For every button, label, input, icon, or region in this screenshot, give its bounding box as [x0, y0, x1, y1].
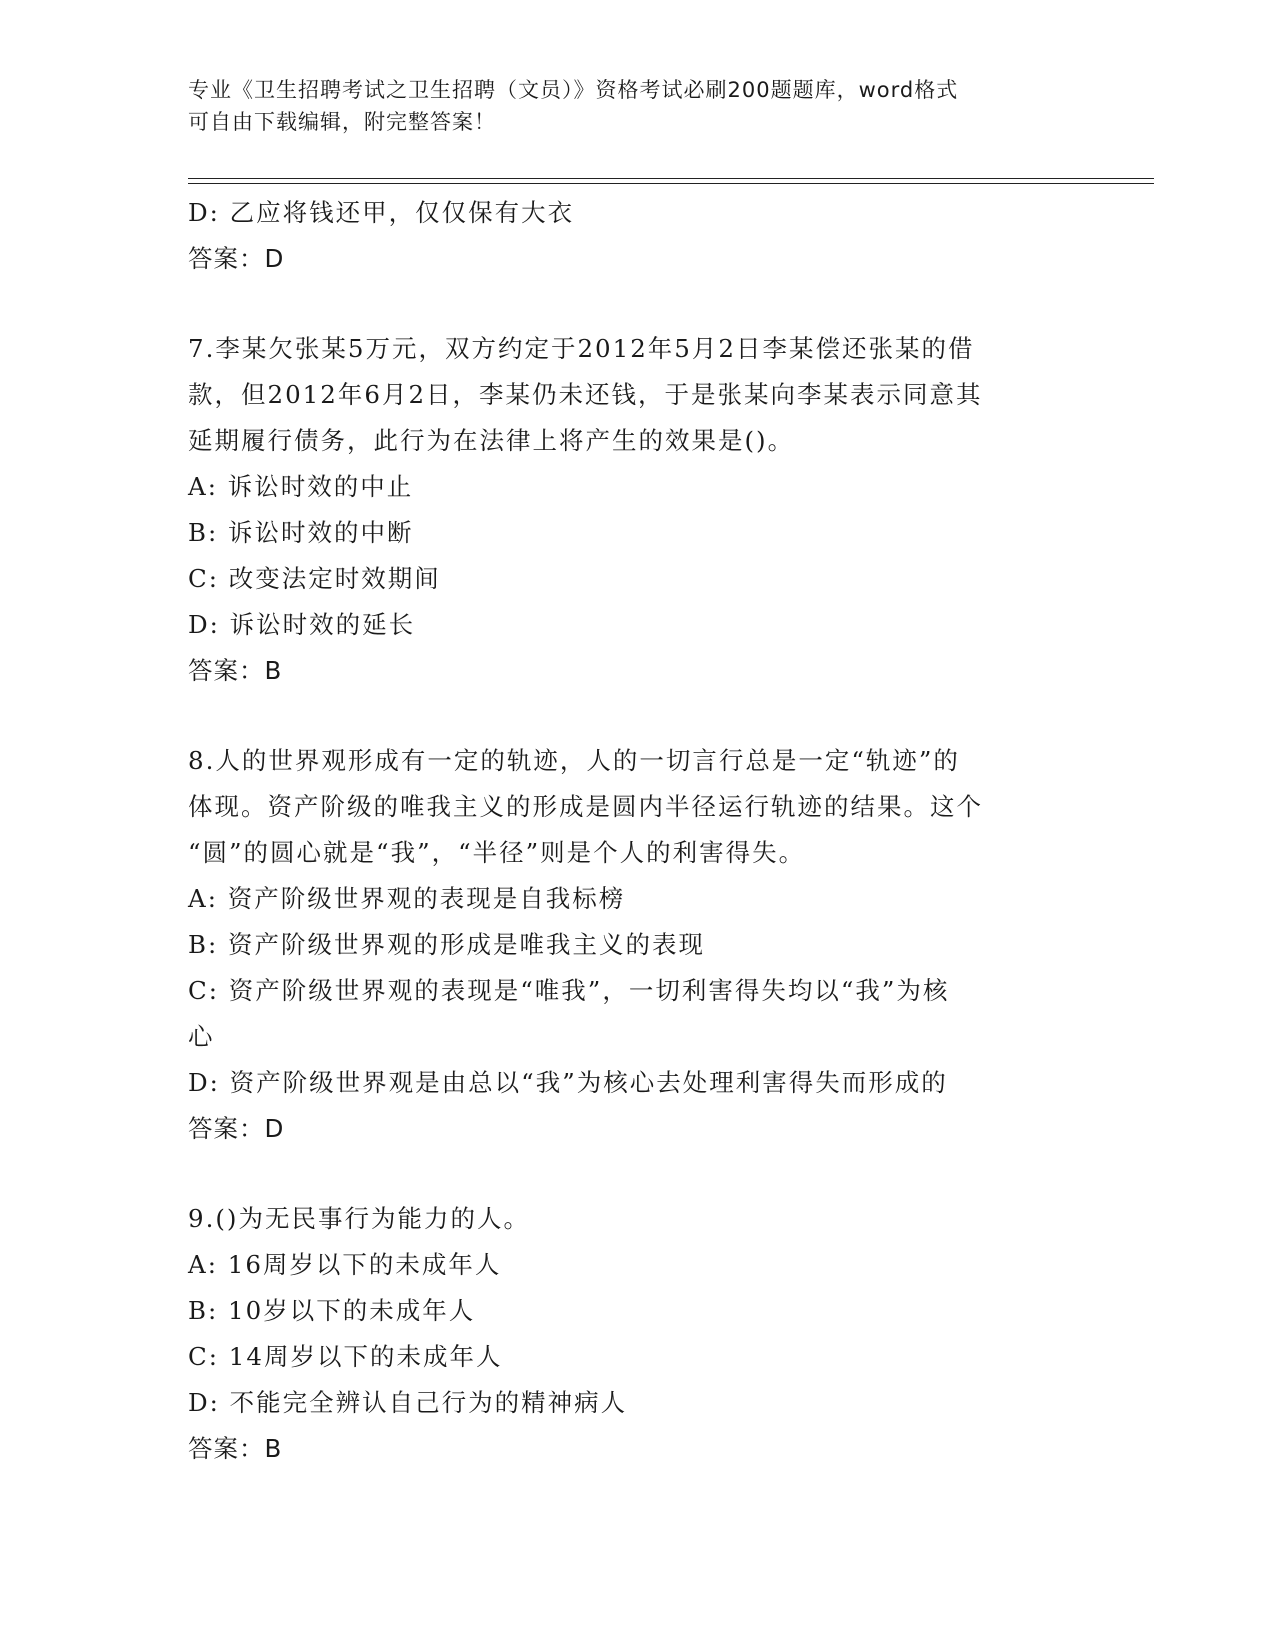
header-divider-bottom [188, 183, 1154, 184]
document-header [188, 74, 1068, 138]
option-b: B: 资产阶级世界观的形成是唯我主义的表现 [188, 930, 706, 959]
header-line-1: 专业《卫生招聘考试之卫生招聘（文员）》资格考试必刷200题题库，word格式 [188, 78, 959, 102]
option-c: C: 改变法定时效期间 [188, 564, 441, 593]
spacer [188, 694, 1088, 738]
question-text-line: 款，但2012年6月2日，李某仍未还钱，于是张某向李某表示同意其 [188, 380, 983, 409]
question-7 [188, 326, 1088, 694]
question-text-line: 8.人的世界观形成有一定的轨迹，人的一切言行总是一定“轨迹”的 [188, 746, 960, 775]
question-text-line: 9.()为无民事行为能力的人。 [188, 1204, 530, 1233]
question-9 [188, 1196, 1088, 1472]
option-line: D: 乙应将钱还甲，仅仅保有大衣 [188, 198, 575, 227]
option-c-continued: 心 [188, 1022, 215, 1051]
answer-line: 答案：B [188, 1434, 283, 1463]
spacer [188, 1152, 1088, 1196]
answer-line: 答案：D [188, 244, 285, 273]
option-c: C: 14周岁以下的未成年人 [188, 1342, 503, 1371]
option-a: A: 16周岁以下的未成年人 [188, 1250, 502, 1279]
option-b: B: 诉讼时效的中断 [188, 518, 414, 547]
option-a: A: 诉讼时效的中止 [188, 472, 414, 501]
option-a: A: 资产阶级世界观的表现是自我标榜 [188, 884, 626, 913]
header-line-2: 可自由下载编辑，附完整答案！ [188, 110, 496, 134]
question-8 [188, 738, 1088, 1152]
option-d: D: 资产阶级世界观是由总以“我”为核心去处理利害得失而形成的 [188, 1068, 948, 1097]
question-text-line: 延期履行债务，此行为在法律上将产生的效果是()。 [188, 426, 795, 455]
question-text-line: “圆”的圆心就是“我”，“半径”则是个人的利害得失。 [188, 838, 806, 867]
header-divider-top [188, 178, 1154, 179]
question-text-line: 体现。资产阶级的唯我主义的形成是圆内半径运行轨迹的结果。这个 [188, 792, 983, 821]
option-d: D: 不能完全辨认自己行为的精神病人 [188, 1388, 628, 1417]
option-d: D: 诉讼时效的延长 [188, 610, 416, 639]
answer-line: 答案：D [188, 1114, 285, 1143]
option-b: B: 10岁以下的未成年人 [188, 1296, 476, 1325]
question-text-line: 7.李某欠张某5万元，双方约定于2012年5月2日李某偿还张某的借 [188, 334, 975, 363]
answer-line: 答案：B [188, 656, 283, 685]
spacer [188, 282, 1088, 326]
option-c: C: 资产阶级世界观的表现是“唯我”，一切利害得失均以“我”为核 [188, 976, 950, 1005]
document-body [188, 190, 1088, 1472]
